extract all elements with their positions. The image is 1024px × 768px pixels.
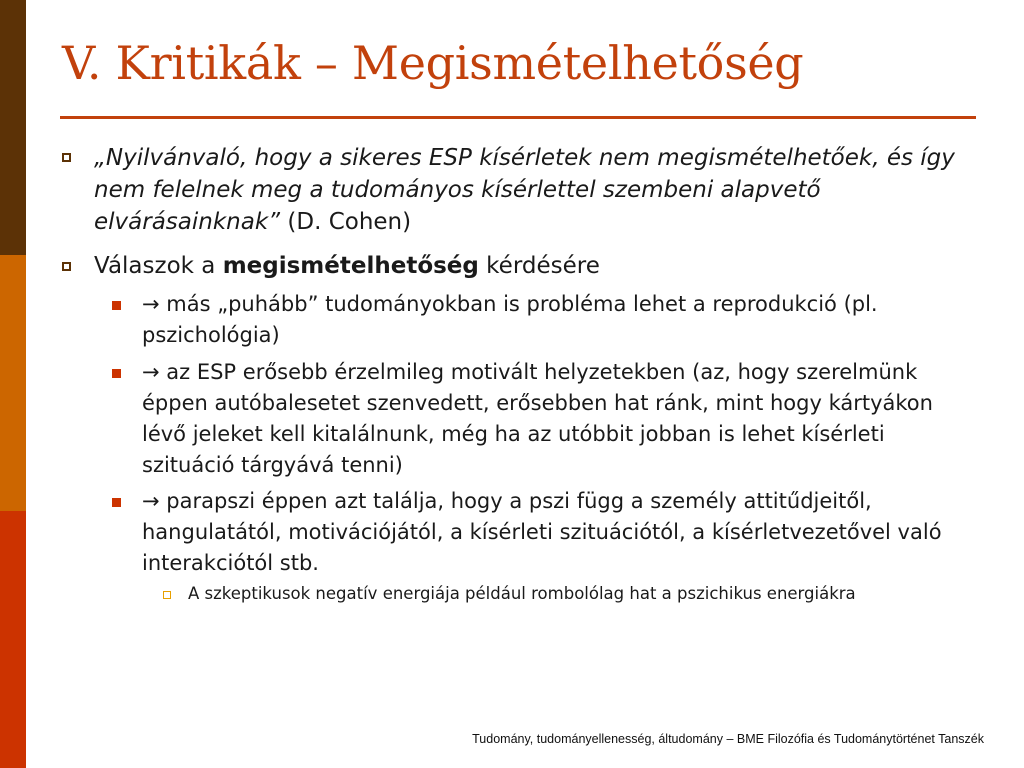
filled-square-bullet-icon [112, 301, 121, 310]
filled-square-bullet-icon [112, 498, 121, 507]
hollow-square-bullet-icon [62, 153, 71, 162]
bullet-answers [94, 250, 974, 282]
bullet-quote [94, 142, 974, 238]
small-hollow-square-bullet-icon [163, 591, 171, 599]
quote-text: „Nyilvánvaló, hogy a sikeres ESP kísérletek nem megismételhetőek, és így nem felelnek meg a tudományos kísérlettel szembeni alapvető elvárásainknak” [94, 145, 955, 235]
quote-source: (D. Cohen) [280, 209, 412, 235]
answers-bold: megismételhetőség [222, 253, 479, 279]
slide-title: V. Kritikák – Megismételhetőség [62, 36, 804, 90]
side-bar-orange [0, 255, 26, 511]
slide-footer: Tudomány, tudományellenesség, áltudomány – BME Filozófia és Tudománytörténet Tanszék [472, 732, 984, 746]
sub-bullet-2: → az ESP erősebb érzelmileg motivált helyzetekben (az, hogy szerelmünk éppen autóbalesetet szenvedett, erősebben hat ránk, mint hogy kártyákon lévő jeleket kell kitalálnunk, még ha az utóbbit jobban is lehet kísérleti szituáció tárgyává tenni) [142, 360, 933, 477]
answers-prefix: Válaszok a [94, 253, 223, 279]
side-bar-dark-brown [0, 0, 26, 255]
answers-suffix: kérdésére [478, 253, 600, 279]
sub-sub-bullet-1: A szkeptikusok negatív energiája például rombolólag hat a pszichikus energiákra [188, 584, 856, 603]
sub-bullet-1: → más „puhább” tudományokban is probléma lehet a reprodukció (pl. pszichológia) [142, 292, 878, 347]
filled-square-bullet-icon [112, 369, 121, 378]
sub-bullet-3: → parapszi éppen azt találja, hogy a pszi függ a személy attitűdjeitől, hangulatától, motivációjától, a kísérleti szituációtól, a kísérletvezetővel való interakciótól stb. [142, 489, 942, 575]
hollow-square-bullet-icon [62, 262, 71, 271]
title-underline [60, 116, 976, 119]
side-bar-red [0, 511, 26, 768]
